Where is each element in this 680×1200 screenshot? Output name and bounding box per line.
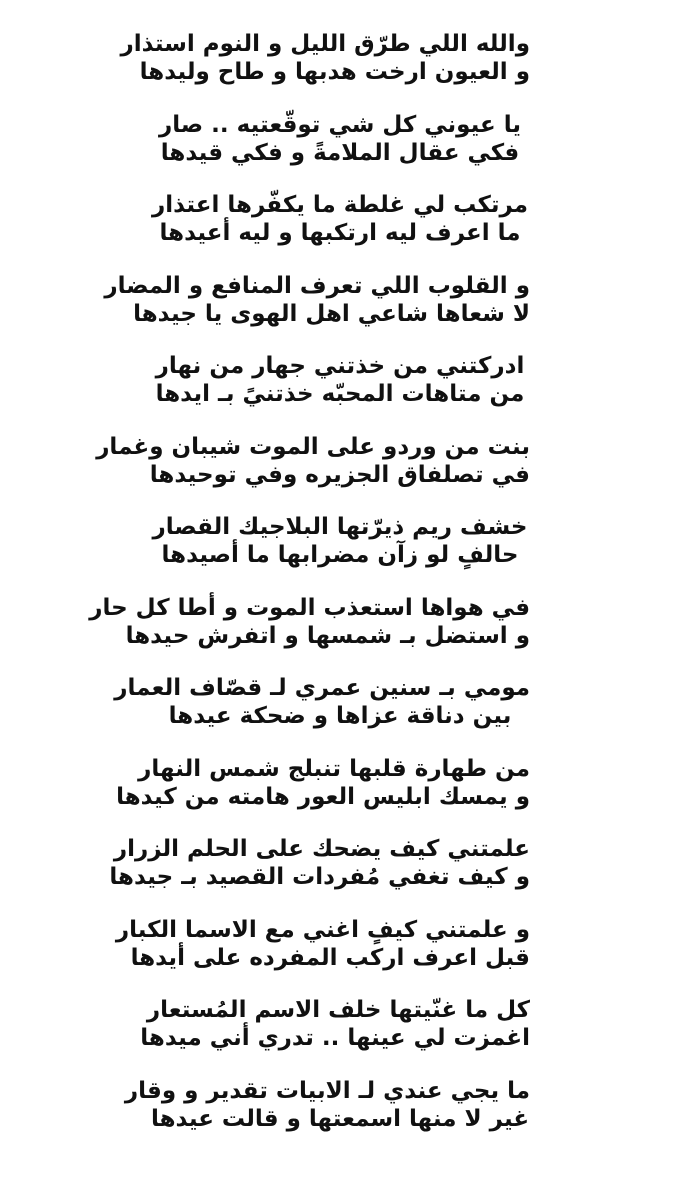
- verse-line: ادركتني من خذتني جهار من نهار: [155, 353, 525, 379]
- stanza-2: [0, 111, 680, 192]
- verse-line: من متاهات المحبّه خذتنيً بـ ايدها: [155, 381, 525, 407]
- verse-line: و العيون ارخت هدبها و طاح وليدها: [139, 59, 530, 85]
- verse-line: مومي بـ سنين عمري لـ قصّاف العمار: [114, 675, 530, 701]
- verse-line: من طهارة قلبها تنبلج شمس النهار: [138, 755, 530, 782]
- verse-line: خشف ريم ذيرّتها البلاجيك القصار: [152, 514, 528, 540]
- stanza-7: [0, 513, 680, 594]
- verse-line: فكي عقال الملامةً و فكي قيدها: [160, 139, 520, 166]
- stanza-3: [0, 191, 680, 272]
- verse-line: غير لا منها اسمعتها و قالت عيدها: [150, 1105, 530, 1132]
- verse-line: بنت من وردو على الموت شيبان وغمار: [96, 433, 530, 460]
- verse-line: و يمسك ابليس العور هامته من كيدها: [116, 783, 530, 810]
- verse-line: و علمتني كيفٍ اغني مع الاسما الكبار: [115, 916, 530, 943]
- poem: [0, 30, 680, 1157]
- stanza-14: [0, 1077, 680, 1158]
- verse-line: ما يجي عندي لـ الابيات تقدير و وقار: [124, 1077, 530, 1104]
- verse-line: علمتني كيف يضحك على الحلم الزرار: [113, 836, 530, 862]
- verse-line: حالفٍ لو زآن مضرابها ما أصيدها: [161, 542, 519, 568]
- verse-line: يا عيوني كل شي توقّعتيه .. صار: [159, 111, 521, 138]
- verse-line: مرتكب لي غلطة ما يكفّرها اعتذار: [151, 192, 529, 218]
- verse-line: والله اللي طرّق الليل و النوم استذار: [120, 31, 530, 57]
- stanza-9: [0, 674, 680, 755]
- verse-line: بين دناقة عزاها و ضحكة عيدها: [168, 703, 512, 729]
- verse-line: و القلوب اللي تعرف المنافع و المضار: [104, 272, 530, 299]
- stanza-13: [0, 996, 680, 1077]
- verse-line: في هواها استعذب الموت و أطا كل حار: [89, 594, 530, 621]
- stanza-8: [0, 594, 680, 675]
- verse-line: اغمزت لي عينها .. تدري أني ميدها: [140, 1025, 530, 1051]
- stanza-5: [0, 352, 680, 433]
- stanza-4: [0, 272, 680, 353]
- verse-line: كل ما غنّيتها خلف الاسم المُستعار: [146, 997, 530, 1023]
- verse-line: لا شعاها شاعي اهل الهوى يا جيدها: [133, 300, 530, 327]
- stanza-11: [0, 835, 680, 916]
- verse-line: قبل اعرف اركب المفرده على أيدها: [130, 944, 530, 971]
- stanza-6: [0, 433, 680, 514]
- verse-line: ما اعرف ليه ارتكبها و ليه أعيدها: [159, 220, 521, 246]
- stanza-12: [0, 916, 680, 997]
- stanza-1: [0, 30, 680, 111]
- verse-line: و كيف تغفي مُفردات القصيد بـ جيدها: [109, 864, 530, 890]
- stanza-10: [0, 755, 680, 836]
- verse-line: و استضل بـ شمسها و اتفرش حيدها: [125, 622, 530, 649]
- verse-line: في تصلفاق الجزيره وفي توحيدها: [149, 461, 530, 488]
